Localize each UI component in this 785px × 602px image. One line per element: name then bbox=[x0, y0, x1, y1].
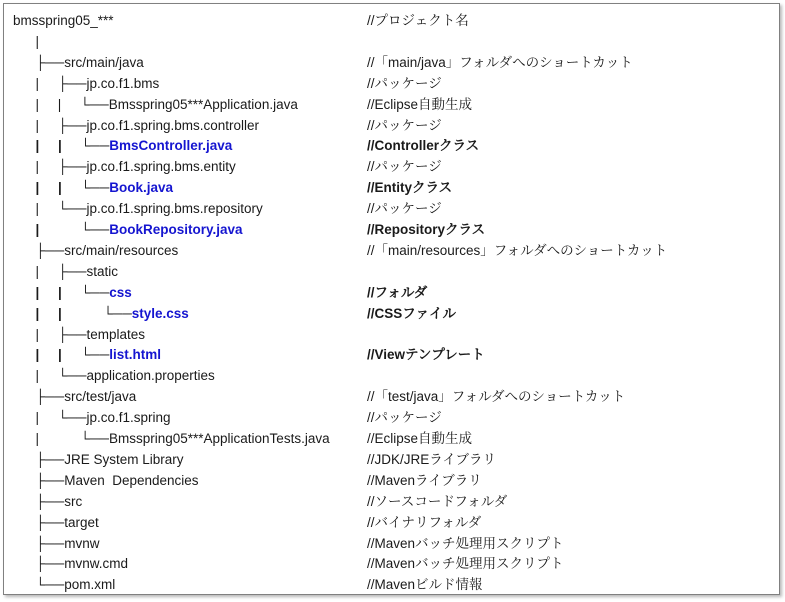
tree-connector: | | └── bbox=[13, 180, 110, 196]
tree-item-name: bmsspring05_*** bbox=[13, 13, 114, 28]
tree-row bbox=[4, 491, 779, 512]
tree-entry bbox=[13, 449, 183, 470]
tree-item-name: jp.co.f1.spring bbox=[86, 410, 171, 426]
tree-item-comment: //Eclipse自動生成 bbox=[367, 96, 473, 112]
tree-item-comment: //パッケージ bbox=[367, 410, 442, 426]
tree-item-name: static bbox=[86, 263, 118, 279]
tree-item-comment: //プロジェクト名 bbox=[367, 13, 469, 28]
tree-entry bbox=[13, 10, 114, 31]
tree-row bbox=[4, 240, 779, 261]
tree-entry bbox=[13, 240, 178, 261]
tree-item-name: css bbox=[109, 284, 132, 300]
tree-entry bbox=[13, 553, 128, 574]
tree-entry bbox=[13, 31, 39, 52]
tree-entry bbox=[13, 344, 161, 365]
project-structure-panel bbox=[3, 3, 780, 595]
tree-item-comment: //Repositoryクラス bbox=[367, 222, 486, 237]
tree-entry bbox=[13, 386, 136, 407]
tree-item-name: Bmsspring05***Application.java bbox=[108, 96, 298, 112]
tree-entry bbox=[13, 198, 263, 219]
tree-item-comment: //フォルダ bbox=[367, 284, 428, 300]
tree-row bbox=[4, 470, 779, 491]
tree-row bbox=[4, 198, 779, 219]
tree-entry bbox=[13, 470, 199, 491]
tree-row bbox=[4, 344, 779, 365]
tree-entry bbox=[13, 94, 298, 115]
tree-entry bbox=[13, 177, 173, 198]
tree-item-name: jp.co.f1.bms bbox=[86, 75, 160, 91]
tree-item-name: BmsController.java bbox=[109, 138, 233, 154]
tree-item-name: mvnw bbox=[64, 535, 100, 551]
tree-entry bbox=[13, 365, 215, 386]
tree-item-name: BookRepository.java bbox=[109, 222, 243, 237]
tree-row bbox=[4, 282, 779, 303]
tree-connector: ├── bbox=[13, 389, 65, 405]
tree-entry bbox=[13, 574, 115, 595]
tree-connector: | | └── bbox=[13, 96, 109, 112]
tree-connector: | bbox=[13, 33, 40, 49]
tree-connector: ├── bbox=[13, 54, 65, 70]
tree-item-comment: //CSSファイル bbox=[367, 305, 456, 321]
tree-entry bbox=[13, 52, 144, 73]
tree-row bbox=[4, 52, 779, 73]
tree-entry bbox=[13, 407, 171, 428]
tree-row bbox=[4, 365, 779, 386]
tree-connector: | └── bbox=[13, 431, 109, 446]
tree-connector: ├── bbox=[13, 514, 65, 530]
tree-row bbox=[4, 94, 779, 115]
tree-entry bbox=[13, 303, 189, 324]
tree-connector: | ├── bbox=[13, 75, 87, 91]
tree-row bbox=[4, 407, 779, 428]
tree-connector: | └── bbox=[13, 201, 87, 217]
tree-item-name: src/test/java bbox=[64, 389, 137, 405]
tree-row bbox=[4, 428, 779, 449]
tree-connector: | ├── bbox=[13, 159, 87, 175]
tree-entry bbox=[13, 428, 330, 449]
tree-row bbox=[4, 73, 779, 94]
tree-row bbox=[4, 449, 779, 470]
tree-row bbox=[4, 135, 779, 156]
tree-entry bbox=[13, 533, 99, 554]
tree-item-name: src bbox=[64, 493, 83, 509]
tree-entry bbox=[13, 73, 159, 94]
tree-item-name: Bmsspring05***ApplicationTests.java bbox=[108, 431, 330, 446]
tree-entry bbox=[13, 324, 145, 345]
tree-item-comment: //「test/java」フォルダへのショートカット bbox=[367, 389, 626, 405]
tree-connector: ├── bbox=[13, 493, 65, 509]
tree-item-comment: //パッケージ bbox=[367, 75, 442, 91]
tree-item-comment: //Mavenバッチ処理用スクリプト bbox=[367, 556, 564, 572]
tree-item-comment: //ソースコードフォルダ bbox=[367, 493, 508, 509]
tree-item-comment: //パッケージ bbox=[367, 117, 442, 133]
tree-connector: | | └── bbox=[13, 305, 132, 321]
tree-connector: ├── bbox=[13, 535, 65, 551]
tree-connector: | ├── bbox=[13, 117, 87, 133]
tree-item-comment: //Mavenビルド情報 bbox=[367, 577, 483, 593]
tree-connector: | └── bbox=[13, 222, 110, 237]
tree-row bbox=[4, 324, 779, 345]
tree-entry bbox=[13, 512, 99, 533]
tree-item-name: target bbox=[64, 514, 99, 530]
tree-item-name: src/main/resources bbox=[64, 242, 179, 258]
tree-row bbox=[4, 512, 779, 533]
tree-entry bbox=[13, 115, 259, 136]
tree-row bbox=[4, 574, 779, 595]
tree-item-comment: //Eclipse自動生成 bbox=[367, 431, 473, 446]
tree-row bbox=[4, 303, 779, 324]
tree-row bbox=[4, 261, 779, 282]
tree-row bbox=[4, 31, 779, 52]
tree-row bbox=[4, 219, 779, 240]
tree-item-name: application.properties bbox=[86, 368, 215, 384]
tree-entry bbox=[13, 156, 236, 177]
tree-connector: | └── bbox=[13, 368, 87, 384]
tree-entry bbox=[13, 261, 118, 282]
tree-connector: ├── bbox=[13, 556, 65, 572]
tree-connector: | | └── bbox=[13, 284, 110, 300]
tree-entry bbox=[13, 491, 82, 512]
tree-item-name: mvnw.cmd bbox=[64, 556, 128, 572]
tree-connector: | ├── bbox=[13, 263, 87, 279]
tree-row bbox=[4, 386, 779, 407]
tree-row bbox=[4, 553, 779, 574]
tree-connector: | └── bbox=[13, 410, 87, 426]
tree-entry bbox=[13, 135, 232, 156]
tree-item-name: jp.co.f1.spring.bms.controller bbox=[86, 117, 260, 133]
tree-item-comment: //「main/java」フォルダへのショートカット bbox=[367, 54, 633, 70]
tree-item-name: JRE System Library bbox=[64, 451, 184, 467]
tree-item-comment: //「main/resources」フォルダへのショートカット bbox=[367, 242, 668, 258]
tree-row bbox=[4, 177, 779, 198]
tree-connector: | | └── bbox=[13, 138, 110, 154]
tree-item-name: jp.co.f1.spring.bms.repository bbox=[86, 201, 263, 217]
tree-item-comment: //Controllerクラス bbox=[367, 138, 480, 154]
tree-item-name: style.css bbox=[131, 305, 189, 321]
tree-item-name: Book.java bbox=[109, 180, 174, 196]
tree-row bbox=[4, 533, 779, 554]
tree-row bbox=[4, 115, 779, 136]
tree-connector: | ├── bbox=[13, 326, 87, 342]
tree-item-name: src/main/java bbox=[64, 54, 144, 70]
tree-item-name: templates bbox=[86, 326, 145, 342]
tree-item-comment: //Entityクラス bbox=[367, 180, 453, 196]
tree-row bbox=[4, 10, 779, 31]
tree-item-comment: //JDK/JREライブラリ bbox=[367, 451, 496, 467]
tree-connector: ├── bbox=[13, 242, 65, 258]
tree-item-name: list.html bbox=[109, 347, 162, 363]
tree-connector: ├── bbox=[13, 472, 65, 488]
tree-entry bbox=[13, 219, 243, 240]
tree-connector: | | └── bbox=[13, 347, 110, 363]
tree-item-comment: //バイナリフォルダ bbox=[367, 514, 482, 530]
tree-connector: └── bbox=[13, 577, 65, 593]
tree-item-comment: //パッケージ bbox=[367, 159, 442, 175]
tree-item-name: jp.co.f1.spring.bms.entity bbox=[86, 159, 236, 175]
tree-entry bbox=[13, 282, 132, 303]
tree-item-comment: //Mavenバッチ処理用スクリプト bbox=[367, 535, 564, 551]
tree-item-name: Maven Dependencies bbox=[64, 472, 199, 488]
tree-item-comment: //パッケージ bbox=[367, 201, 442, 217]
tree-connector: ├── bbox=[13, 451, 65, 467]
tree-item-comment: //Viewテンプレート bbox=[367, 347, 485, 363]
tree-row bbox=[4, 156, 779, 177]
tree-item-comment: //Mavenライブラリ bbox=[367, 472, 482, 488]
tree-item-name: pom.xml bbox=[64, 577, 116, 593]
